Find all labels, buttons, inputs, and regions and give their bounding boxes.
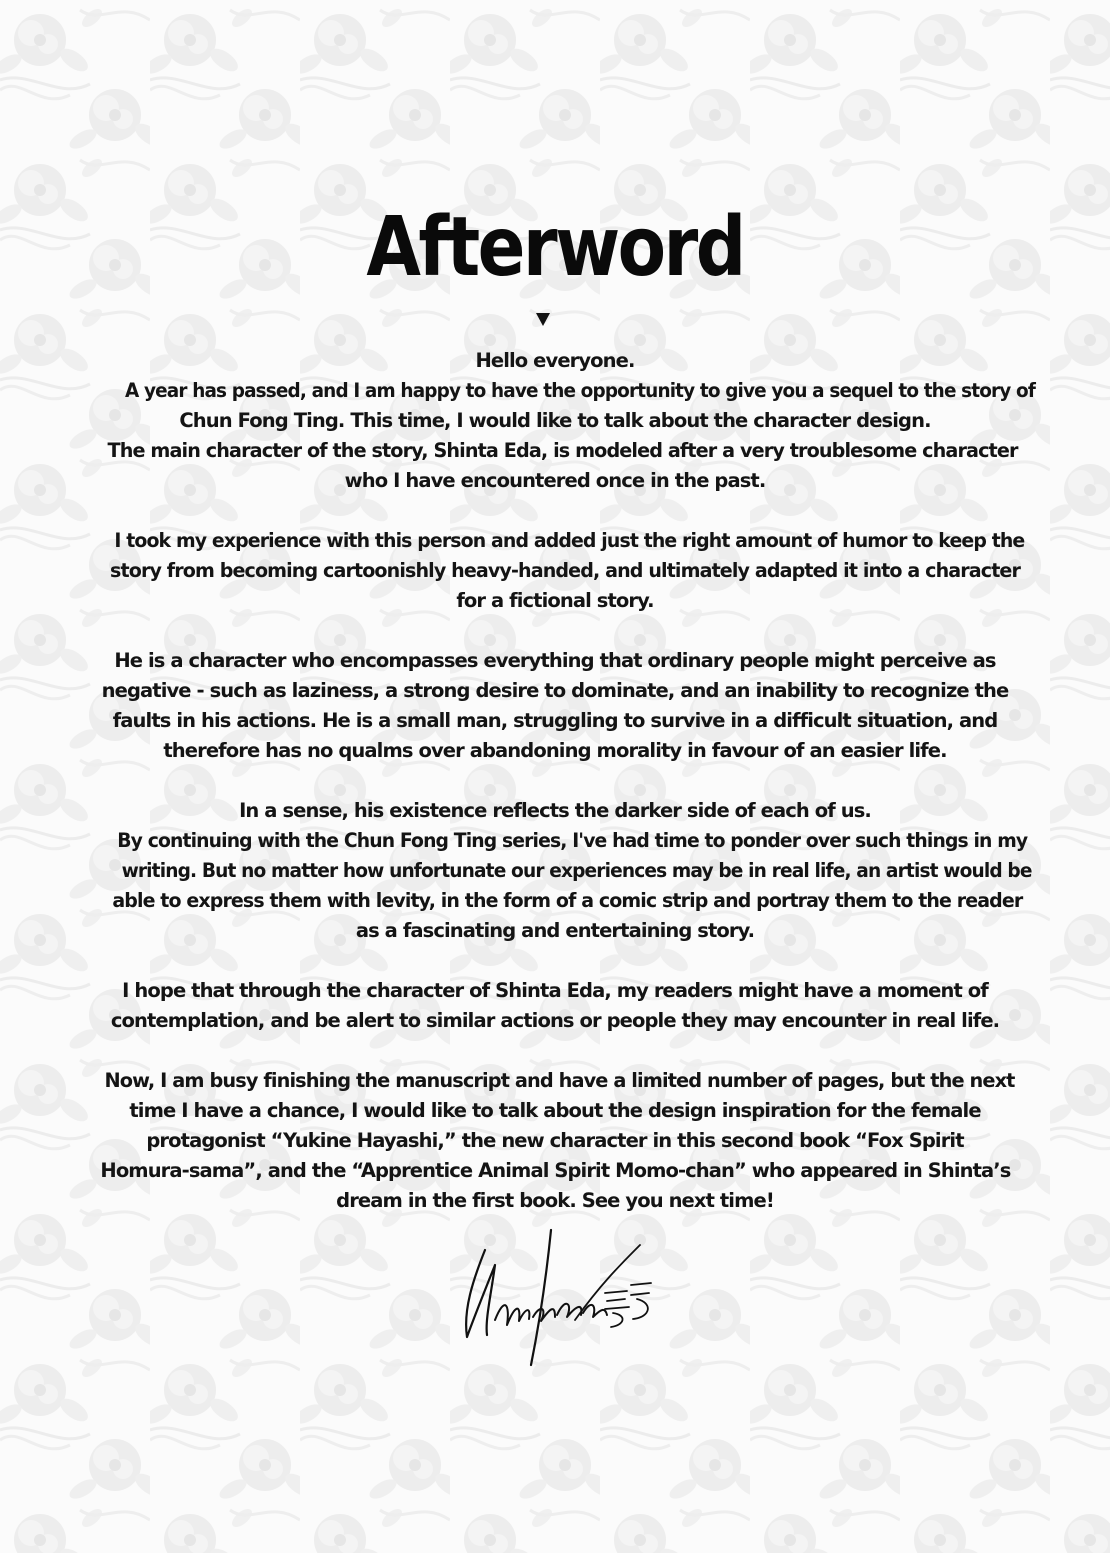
text-line: protagonist “Yukine Hayashi,” the new character in this second book “Fox Spirit [146,1129,964,1152]
text-line: who I have encountered once in the past. [344,469,766,492]
text-line: negative - such as laziness, a strong desire to dominate, and an inability to recognize the [101,679,1009,702]
text-line: A year has passed, and I am happy to have the opportunity to give you a sequel to the story of [125,379,1035,402]
text-line: therefore has no qualms over abandoning morality in favour of an easier life. [163,739,947,762]
handwritten-signature [455,1225,665,1370]
text-line: dream in the first book. See you next time! [336,1189,774,1212]
text-line: Chun Fong Ting. This time, I would like to talk about the character design. [179,409,931,432]
text-line: Homura-sama”, and the “Apprentice Animal Spirit Momo-chan” who appeared in Shinta’s [100,1159,1011,1182]
paragraph [100,526,1025,616]
text-line: He is a character who encompasses everything that ordinary people might perceive as [114,649,996,672]
text-line: The main character of the story, Shinta Eda, is modeled after a very troublesome character [107,439,1018,462]
text-line: I took my experience with this person and added just the right amount of humor to keep the [114,529,1025,552]
paragraph [100,796,1032,946]
down-triangle-icon [536,313,550,326]
text-line: By continuing with the Chun Fong Ting series, I've had time to ponder over such things in my [117,829,1028,852]
page-title: Afterword [366,200,744,295]
paragraph [100,646,1010,766]
text-line: story from becoming cartoonishly heavy-handed, and ultimately adapted it into a character [110,559,1021,582]
text-line: able to express them with levity, in the form of a comic strip and portray them to the reader [112,889,1023,912]
text-line: time I have a chance, I would like to talk about the design inspiration for the female [129,1099,981,1122]
text-line: for a fictional story. [456,589,654,612]
text-line: In a sense, his existence reflects the darker side of each of us. [239,799,871,822]
text-line: Now, I am busy finishing the manuscript and have a limited number of pages, but the next [104,1069,1015,1092]
afterword-body [100,346,1035,1246]
text-line: as a fascinating and entertaining story. [355,919,755,942]
paragraph [100,1066,1015,1216]
paragraph [100,976,1010,1036]
text-line: Hello everyone. [475,349,635,372]
paragraph [100,346,1035,496]
text-line: I hope that through the character of Shinta Eda, my readers might have a moment of [122,979,988,1002]
text-line: writing. But no matter how unfortunate our experiences may be in real life, an artist would be [121,859,1032,882]
text-line: contemplation, and be alert to similar actions or people they may encounter in real life. [110,1009,1000,1032]
text-line: faults in his actions. He is a small man, struggling to survive in a difficult situation, and [112,709,998,732]
